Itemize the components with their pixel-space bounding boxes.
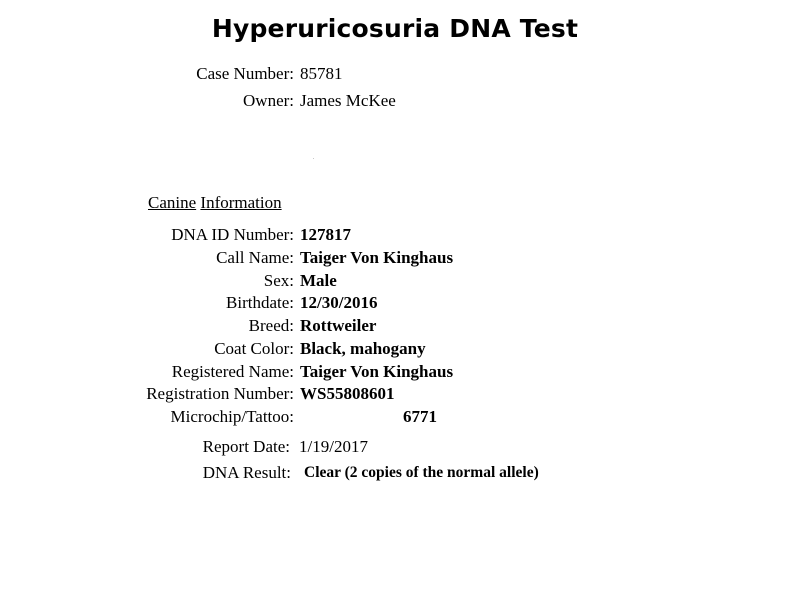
dna-result-row <box>0 462 291 484</box>
breed-label: Breed: <box>248 316 294 335</box>
dna-result-value: Clear (2 copies of the normal allele) <box>304 464 539 481</box>
call-name-value: Taiger Von Kinghaus <box>300 248 454 267</box>
call-name-label: Call Name: <box>216 248 294 267</box>
scan-speck <box>313 158 314 159</box>
document-title: Hyperuricosuria DNA Test <box>211 14 579 43</box>
case-number-value: 85781 <box>300 64 343 83</box>
dna-id-label: DNA ID Number: <box>171 225 294 244</box>
heading-word-canine: Canine <box>148 193 197 212</box>
dna-id-row <box>0 224 294 246</box>
microchip-row <box>0 406 294 428</box>
dna-id-value: 127817 <box>300 225 351 244</box>
birthdate-value: 12/30/2016 <box>300 293 378 312</box>
owner-value: James McKee <box>300 91 396 110</box>
registered-name-value: Taiger Von Kinghaus <box>300 362 454 381</box>
microchip-label: Microchip/Tattoo: <box>170 407 294 426</box>
birthdate-label: Birthdate: <box>226 293 294 312</box>
registration-number-value: WS55808601 <box>300 384 395 403</box>
report-date-row <box>0 436 290 458</box>
coat-color-row <box>0 338 294 360</box>
case-number-label: Case Number: <box>196 64 294 83</box>
sex-row <box>0 270 294 292</box>
birthdate-row <box>0 292 294 314</box>
case-number-row <box>0 63 294 85</box>
dna-result-label: DNA Result: <box>202 463 291 482</box>
sex-value: Male <box>300 271 337 290</box>
breed-row <box>0 315 294 337</box>
coat-color-label: Coat Color: <box>214 339 294 358</box>
microchip-value: 6771 <box>403 407 437 426</box>
registered-name-label: Registered Name: <box>171 362 294 381</box>
report-date-label: Report Date: <box>202 437 290 456</box>
owner-label: Owner: <box>243 91 294 110</box>
coat-color-value: Black, mahogany <box>300 339 426 358</box>
canine-information-heading <box>148 192 282 214</box>
breed-value: Rottweiler <box>300 316 377 335</box>
registered-name-row <box>0 361 294 383</box>
registration-number-label: Registration Number: <box>146 384 294 403</box>
heading-word-information: Information <box>200 193 282 212</box>
registration-number-row <box>0 383 294 405</box>
owner-row <box>0 90 294 112</box>
call-name-row <box>0 247 294 269</box>
sex-label: Sex: <box>263 271 294 290</box>
report-date-value: 1/19/2017 <box>299 437 368 456</box>
